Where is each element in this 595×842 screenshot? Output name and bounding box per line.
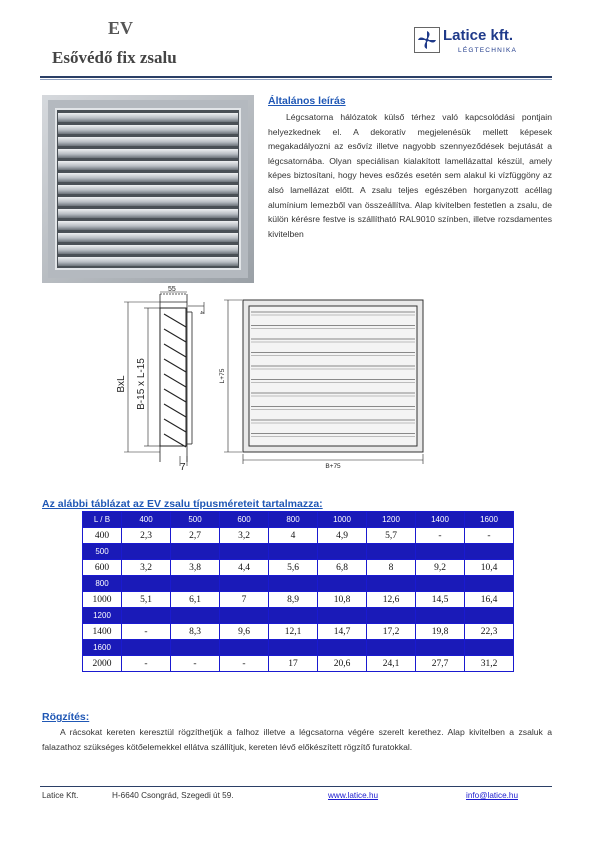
table-cell: 17 bbox=[269, 656, 318, 672]
table-cell bbox=[465, 608, 514, 624]
table-cell bbox=[220, 608, 269, 624]
table-cell: 24,1 bbox=[367, 656, 416, 672]
footer-address: H-6640 Csongrád, Szegedi út 59. bbox=[112, 791, 234, 800]
document-subtitle: Esővédő fix zsalu bbox=[52, 48, 177, 67]
table-cell: - bbox=[171, 656, 220, 672]
side-slat bbox=[164, 359, 186, 372]
table-cell bbox=[465, 576, 514, 592]
louver-slat bbox=[58, 113, 238, 122]
table-column-header: 500 bbox=[171, 512, 220, 528]
table-cell: 10,4 bbox=[465, 560, 514, 576]
louver-slat bbox=[58, 161, 238, 170]
louver-slat bbox=[58, 233, 238, 242]
table-cell: 16,4 bbox=[465, 592, 514, 608]
table-cell: 8,3 bbox=[171, 624, 220, 640]
table-cell: 2,3 bbox=[122, 528, 171, 544]
fan-icon bbox=[414, 27, 440, 53]
table-cell bbox=[220, 640, 269, 656]
table-row bbox=[83, 528, 514, 544]
side-label-inner: B-15 x L-15 bbox=[136, 358, 147, 410]
table-cell bbox=[269, 576, 318, 592]
table-cell bbox=[367, 576, 416, 592]
footer-email-link[interactable]: info@latice.hu bbox=[466, 791, 519, 800]
table-cell bbox=[318, 640, 367, 656]
side-slat bbox=[164, 314, 186, 327]
table-cell bbox=[171, 576, 220, 592]
table-row bbox=[83, 656, 514, 672]
product-photo bbox=[42, 95, 254, 283]
table-row-label: 600 bbox=[83, 560, 122, 576]
table-cell: 14,7 bbox=[318, 624, 367, 640]
table-cell: 6,1 bbox=[171, 592, 220, 608]
side-slat bbox=[164, 344, 186, 357]
louver-slat bbox=[58, 149, 238, 158]
louver-slat bbox=[58, 245, 238, 254]
table-cell: - bbox=[220, 656, 269, 672]
footer-website-link[interactable]: www.latice.hu bbox=[328, 791, 379, 800]
table-row-label: 1400 bbox=[83, 624, 122, 640]
width-label: B+75 bbox=[325, 463, 341, 470]
table-cell: 2,7 bbox=[171, 528, 220, 544]
general-heading: Általános leírás bbox=[268, 95, 346, 107]
mounting-heading: Rögzítés: bbox=[42, 711, 90, 723]
table-cell: 8 bbox=[367, 560, 416, 576]
side-slat bbox=[164, 329, 186, 342]
table-cell bbox=[367, 608, 416, 624]
table-row-label: 400 bbox=[83, 528, 122, 544]
table-cell: - bbox=[465, 528, 514, 544]
table-cell: 20,6 bbox=[318, 656, 367, 672]
table-cell: 19,8 bbox=[416, 624, 465, 640]
table-cell bbox=[416, 576, 465, 592]
table-row bbox=[83, 592, 514, 608]
table-header-row bbox=[83, 512, 514, 528]
table-row-label: 500 bbox=[83, 544, 122, 560]
side-label-bxl: BxL bbox=[116, 375, 127, 393]
louver-slat bbox=[58, 257, 238, 266]
table-row bbox=[83, 640, 514, 656]
table-cell bbox=[269, 608, 318, 624]
table-row-label: 2000 bbox=[83, 656, 122, 672]
table-cell bbox=[171, 544, 220, 560]
table-column-header: 1000 bbox=[318, 512, 367, 528]
table-row bbox=[83, 576, 514, 592]
table-cell: 17,2 bbox=[367, 624, 416, 640]
side-slat bbox=[164, 404, 186, 417]
louver-slat bbox=[58, 125, 238, 134]
louver-slat bbox=[58, 137, 238, 146]
table-row bbox=[83, 560, 514, 576]
table-cell: 9,6 bbox=[220, 624, 269, 640]
table-column-header: 400 bbox=[122, 512, 171, 528]
table-cell: 12,6 bbox=[367, 592, 416, 608]
table-cell: 8,9 bbox=[269, 592, 318, 608]
table-row-label: 1600 bbox=[83, 640, 122, 656]
mounting-text: A rácsokat kereten keresztül rögzíthetjük a falhoz illetve a légcsatorna végére szerelt kerethez. Alap kivitelben a zsaluk a falazathoz szükséges kötőelemekkel ellátva szállítjuk, kereten lévő előkészített rögzítő furatokkal. bbox=[42, 727, 552, 752]
table-cell: 6,8 bbox=[318, 560, 367, 576]
technical-drawing bbox=[108, 284, 446, 470]
side-slat bbox=[164, 419, 186, 432]
table-row-label: 1200 bbox=[83, 608, 122, 624]
size-table bbox=[82, 511, 514, 672]
table-cell bbox=[465, 544, 514, 560]
company-logo bbox=[414, 27, 550, 69]
table-cell: 27,7 bbox=[416, 656, 465, 672]
louver-slat bbox=[58, 209, 238, 218]
table-cell: 10,8 bbox=[318, 592, 367, 608]
table-row bbox=[83, 608, 514, 624]
table-column-header: 1600 bbox=[465, 512, 514, 528]
table-cell bbox=[465, 640, 514, 656]
logo-name: Latice kft. bbox=[443, 27, 514, 44]
dim-bottom-label: 7 bbox=[180, 462, 186, 470]
table-row bbox=[83, 624, 514, 640]
table-column-header: 1400 bbox=[416, 512, 465, 528]
table-cell: 12,1 bbox=[269, 624, 318, 640]
table-corner-cell: L / B bbox=[83, 512, 122, 528]
table-cell bbox=[416, 608, 465, 624]
table-cell: 31,2 bbox=[465, 656, 514, 672]
table-cell bbox=[220, 544, 269, 560]
table-cell bbox=[122, 544, 171, 560]
table-cell: 14,5 bbox=[416, 592, 465, 608]
louver-slat bbox=[58, 197, 238, 206]
table-cell bbox=[367, 544, 416, 560]
table-cell: - bbox=[416, 528, 465, 544]
table-cell: 7 bbox=[220, 592, 269, 608]
table-heading: Az alábbi táblázat az EV zsalu típusméreteit tartalmazza: bbox=[42, 498, 323, 510]
louver-slat bbox=[58, 185, 238, 194]
general-text: Légcsatorna hálózatok külső térhez való kapcsolódási pontjain helyezkednek el. A dekoratív megjelenésük mellett képesek megakadályozni az esővíz illetve nagyobb szennyeződések bejutását a légcsatornába. Olyan speciálisan kialakított lamellázattal készül, amely képes biztosítani, hogy heves esőzés esetén sem alakul ki vízfüggöny az alsó lamellázat előtt. A zsalu teljes egészében horganyzott acéllag alumínium lemezből van összeállítva. Alap kivitelben festetlen a zsalu, de külön kérésre festve is szállítható RAL9010 színben, illetve rozsdamentes kivitelben bbox=[268, 112, 552, 239]
table-cell bbox=[220, 576, 269, 592]
side-slat bbox=[164, 374, 186, 387]
table-cell: 5,6 bbox=[269, 560, 318, 576]
table-cell: 4,9 bbox=[318, 528, 367, 544]
dim-small-label: 4 bbox=[198, 311, 204, 315]
table-row-label: 1000 bbox=[83, 592, 122, 608]
table-column-header: 800 bbox=[269, 512, 318, 528]
table-cell bbox=[367, 640, 416, 656]
louver-slat bbox=[58, 173, 238, 182]
table-cell bbox=[416, 640, 465, 656]
table-cell bbox=[122, 576, 171, 592]
table-cell bbox=[171, 640, 220, 656]
table-cell: 5,1 bbox=[122, 592, 171, 608]
dim-top-label: 55 bbox=[168, 286, 176, 293]
table-column-header: 1200 bbox=[367, 512, 416, 528]
height-label: L+75 bbox=[219, 368, 226, 384]
footer-company: Latice Kft. bbox=[42, 791, 79, 800]
document-title: EV bbox=[108, 18, 134, 38]
table-row bbox=[83, 544, 514, 560]
table-cell: - bbox=[122, 624, 171, 640]
table-row-label: 800 bbox=[83, 576, 122, 592]
table-cell bbox=[269, 544, 318, 560]
table-cell bbox=[269, 640, 318, 656]
table-cell: 3,2 bbox=[220, 528, 269, 544]
footer-rule bbox=[40, 786, 552, 787]
table-cell bbox=[122, 608, 171, 624]
table-cell: - bbox=[122, 656, 171, 672]
table-cell bbox=[318, 544, 367, 560]
side-slat bbox=[164, 434, 186, 447]
louver-slat bbox=[58, 221, 238, 230]
table-cell bbox=[171, 608, 220, 624]
table-cell bbox=[122, 640, 171, 656]
table-cell bbox=[318, 576, 367, 592]
table-cell: 9,2 bbox=[416, 560, 465, 576]
table-column-header: 600 bbox=[220, 512, 269, 528]
table-cell bbox=[318, 608, 367, 624]
side-slat bbox=[164, 389, 186, 402]
table-cell: 5,7 bbox=[367, 528, 416, 544]
table-cell bbox=[416, 544, 465, 560]
table-cell: 3,2 bbox=[122, 560, 171, 576]
size-table-wrap bbox=[82, 511, 514, 672]
table-cell: 22,3 bbox=[465, 624, 514, 640]
header-rule-thin bbox=[40, 79, 552, 80]
table-cell: 4 bbox=[269, 528, 318, 544]
header-rule bbox=[40, 76, 552, 78]
table-cell: 4,4 bbox=[220, 560, 269, 576]
table-cell: 3,8 bbox=[171, 560, 220, 576]
logo-tagline: LÉGTECHNIKA bbox=[458, 47, 518, 54]
